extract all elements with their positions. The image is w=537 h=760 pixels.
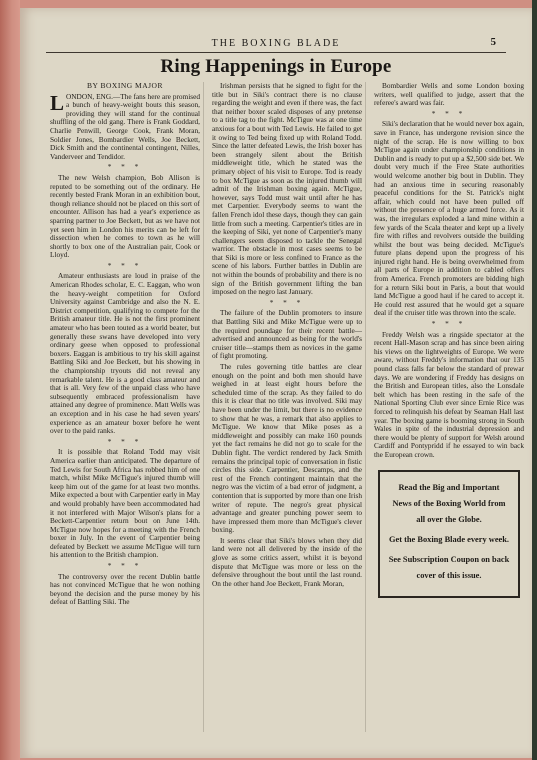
- promo-line: Read the Big and Important News of the Boxing World from all over the Globe.: [392, 482, 506, 524]
- byline: BY BOXING MAJOR: [87, 82, 163, 90]
- section-separator: * * *: [107, 561, 143, 571]
- page-number: 5: [490, 36, 496, 48]
- drop-cap: L: [50, 90, 65, 115]
- column-3: [374, 82, 524, 737]
- paragraph: Irishman persists that he signed to fight for the title but in Siki's contract there is no clause regarding the weight and even if there was, the fact that neither boxer scaled disposes of any pretense to a title tag to the fight. McTigue was at one time anxious for a bout with Ted Lewis. He failed to get it owing to Ted being fixed up with Roland Todd. Since the latter defeated Lewis, the Irish boxer has been strangely silent about the British middleweight title, which he stated was the primary object of his visit to Europe. Tod is ready to box McTigue as soon as the injured thumb will admit of the Irishman boxing again. McTigue, however, says Todd must wait until after he has met Carpentier. Everybody seems to want the fallen French idol these days, though they can gain little from such a meeting. Carpentier's titles are in the keeping of Siki, yet none of Carpentier's many challengers seem disposed to tackle the Senegal warrior. The obstacle in most cases seems to be that Siki is more or less confined to France as the scene of his labors. Further battles in Dublin are not within the bounds of probability and there is no sign of the British government lifting the ban imposed on the negro last January.: [212, 82, 362, 297]
- column-2: [212, 82, 362, 737]
- promo-line: Get the Boxing Blade every week.: [388, 534, 510, 544]
- running-head: THE BOXING BLADE: [211, 38, 341, 49]
- section-separator: * * *: [107, 260, 143, 270]
- article-headline: Ring Happenings in Europe: [160, 56, 392, 77]
- section-separator: * * *: [107, 162, 143, 172]
- magazine-page: [20, 8, 532, 758]
- paragraph: The rules governing title battles are clear enough on the point and both men should have weighed in at least eight hours before the scheduled time of the scrap. As they failed to do this it is clear that no title was involved. Siki may have been under the limit, but there is no evidence to show that he was, a remark that also applies to McTigue. We know that Mike poses as a middleweight and possibly can make 160 pounds yet the fact remains he did not go to scale for the Dublin fight. The verdict rendered by Jack Smith remains the principal topic of conversation in fistic circles this side. Carpentier, Descamps, and the rest of the French contingent maintain that the negro was the victim of a bad error of judgment, a contention that is supported by more than one Irish writer of repute. The negro's great physical advantage and greater punching power seem to have impressed them more than McTigue's clever boxing.: [212, 362, 362, 535]
- paragraph: Bombardier Wells and some London boxing writers, well qualified to judge, assert that the referee's award was fair.: [374, 82, 524, 108]
- subscription-promo-box: [378, 470, 520, 598]
- paragraph: Siki's declaration that he would never box again, save in France, has undergone revision since the night of the scrap. He is now willing to box McTigue again under championship conditions in Dublin and is ready to put up a $2,500 side bet. We doubt very much if the Free State authorities would welcome another big bout in Dublin. They had an anxious time in securing reasonably peaceful conditions for the St. Patrick's night affair, which could not have been pulled off without the presence of a huge armed force. As it was, the irregulars exploded a land mine within a few yards of the Scala theater and kept up a lively fire with rifles and revolvers outside the building whilst the bout was being decided. McTigue's future plans depend upon the progress of his injured right hand. He is being overwhelmed from all parts of Europe in addition to cabled offers from America. French promoters are bidding high for a return Siki bout in Paris, a bout that would land McTigue a good haul if he cared to accept it. He could rest assured that he would get a square deal if the cruiser title was thrown into the scale.: [374, 119, 524, 318]
- article-columns: [50, 82, 524, 737]
- column-1: [50, 82, 200, 737]
- paragraph: It is possible that Roland Todd may visit America earlier than anticipated. The departure of Ted Lewis for South Africa has robbed him of one match, whilst Mike McTigue's injured thumb will keep him out of the game for at least two months. Mike expected a bout with Carpentier early in May and would probably have been accommodated had it not interfered with Major Wilson's plans for a Beckett-Carpentier return bout on June 14th. McTigue now hopes for a meeting with the French boxer in July. In the event of Carpentier being defeated by Beckett we assume McTigue will turn his attention to the British champion.: [50, 447, 200, 560]
- header-rule: [46, 52, 506, 53]
- paragraph: The controversy over the recent Dublin battle has not convinced McTigue that he won nothing beyond the decision and the purse money by his defeat of Battling Siki. The: [50, 571, 200, 607]
- section-separator: * * *: [107, 436, 143, 446]
- section-separator: * * *: [431, 108, 467, 118]
- section-separator: * * *: [269, 297, 305, 307]
- paragraph: The failure of the Dublin promoters to insure that Battling Siki and Mike McTigue were up to the required poundage for their recent battle—advertised and announced as being for the world's cruiser title—stamps them as novices in the game of fight promoting.: [212, 308, 362, 361]
- page-edge-shadow: [532, 0, 537, 760]
- paragraph: The new Welsh champion, Bob Allison is reputed to be something out of the ordinary. He recently bested Frank Moran in an exhibition bout, though reliance should not be placed on this sort of encounter. Allison has had a year's experience as sparring partner to Joe Beckett, but as we have not yet seen him in London his merits can be left for dissection when he comes to town as he will shortly to box one of the Australian pair, Cook or Lloyd.: [50, 172, 200, 260]
- paragraph: Freddy Welsh was a ringside spectator at the recent Hall-Mason scrap and has since been airing his views on the lightweights of Europe. We were aware, without Freddy's information that our 135 pound class falls far below the standard of prewar days. We are wondering if Freddy has designs on the British and European titles, also the Lonsdale belt which has been resting in the safe of the National Sporting Club ever since Ernie Rice was forced to relinquish his defeat by Seaman Hall last year. The boxing game is booming strong in South Wales in spite of the industrial depression and there would be plenty of support for Welsh around Cardiff and Pontypridd if he essayed to win back the European crown.: [374, 329, 524, 459]
- paragraph: LONDON, ENG.—The fans here are promised a bunch of heavy-weight bouts this season, providing they will stand for the continual shuffling of the old gang. There is Frank Goddard, Charlie Penwill, George Cook, Frank Moran, Soldier Jones, Bombardier Wells, Joe Beckett, Dick Smith and the continental contingent, Nilles, Vanderveer and Tendidor.: [50, 90, 200, 161]
- promo-line: See Subscription Coupon on back cover of this issue.: [388, 554, 510, 580]
- paragraph: It seems clear that Siki's blows when they did land were not all delivered by the inside of the glove as some critics assert, whilst it is beyond dispute that McTigue was more or less on the defensive throughout the bout until the last round. On the other hand Joe Beckett, Frank Moran,: [212, 535, 362, 588]
- facing-page-edge: [0, 90, 16, 690]
- paragraph: Amateur enthusiasts are loud in praise of the American Rhodes scholar, E. C. Eaggan, who won the heavy-weight competition for Oxford University against Cambridge and also the N. E. District competition, qualifying to compete for the British amateur title. He is not the first prominent amateur who has been touted as a world beater, but generally these swans have developed into very ordinary geese when opposed to professional boxers. Eaggan is ambitious to try his skill against Battling Siki and Joe Beckett, but his showing in the championship tryouts did not reveal any remarkable talent. He is a good class amateur and that is all. Very few of the unpaid class who have subsequently embraced professionalism have attained any degree of prominence. Matt Wells was an exception and in his case he had seven years' experience as an amateur boxer before he went over to the paid ranks.: [50, 271, 200, 436]
- section-separator: * * *: [431, 319, 467, 329]
